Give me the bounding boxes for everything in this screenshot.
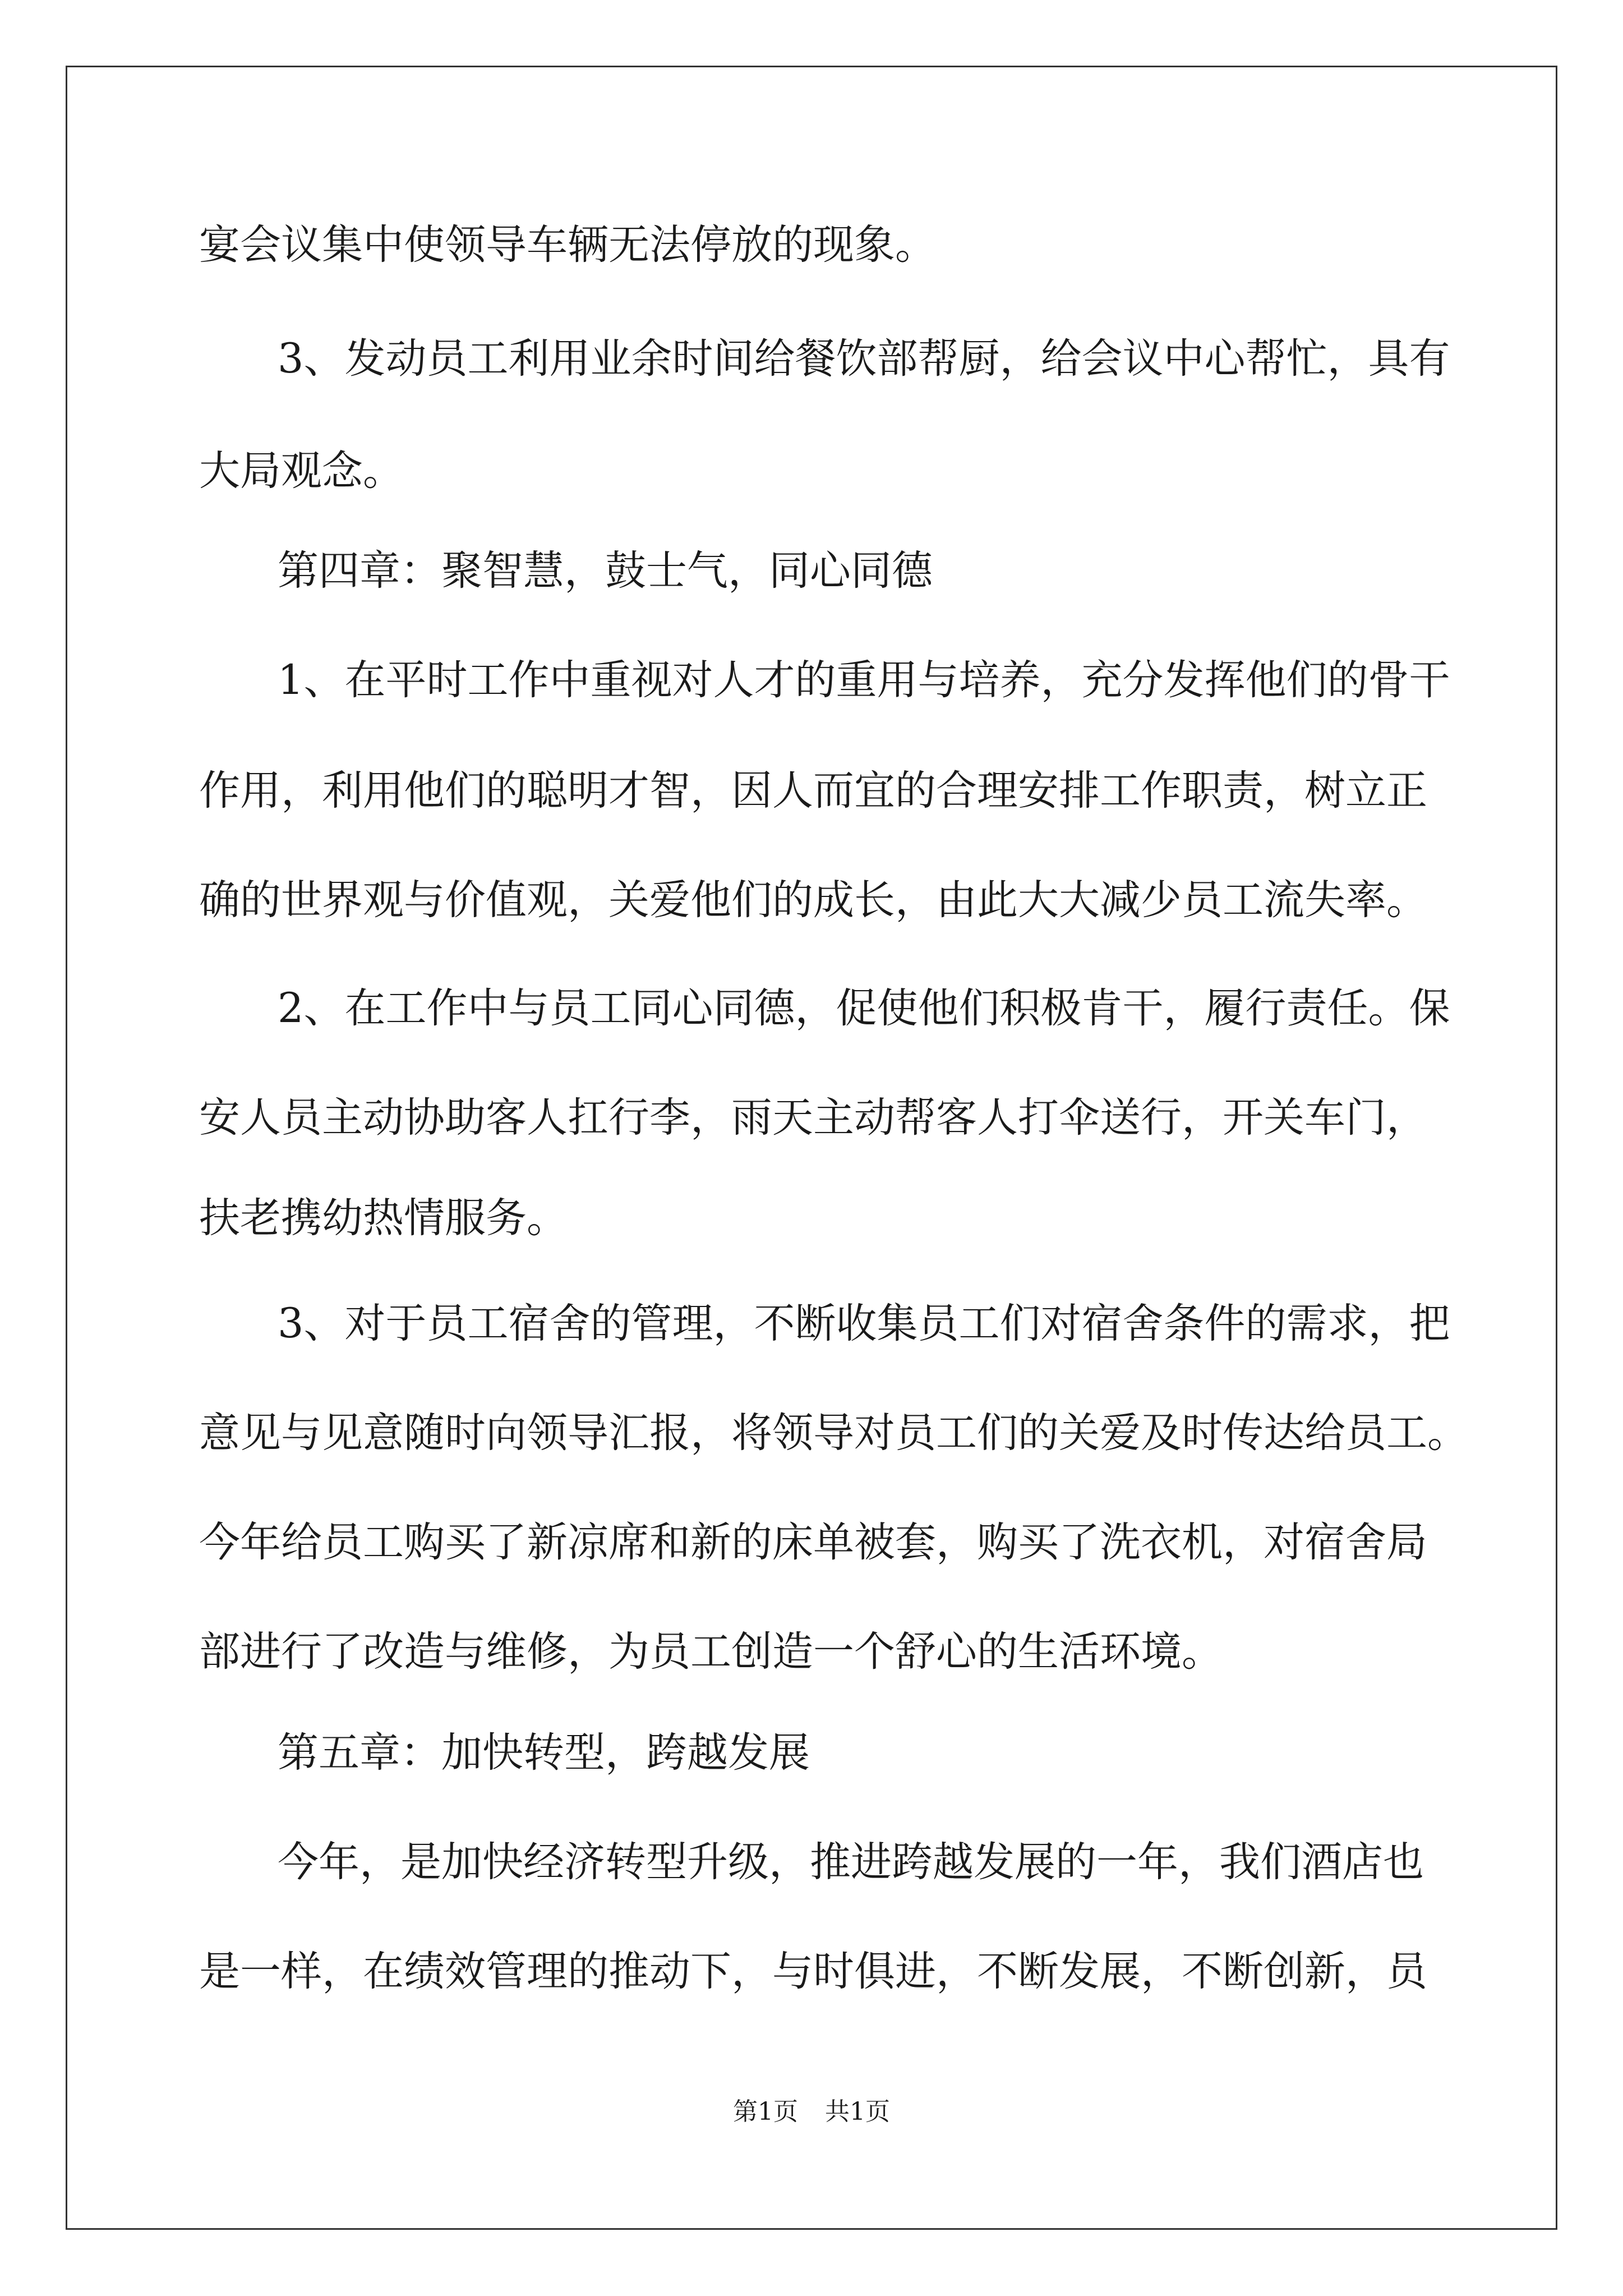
- body-line: 确的世界观与价值观，关爱他们的成长，由此大大减少员工流失率。: [199, 876, 1427, 924]
- body-line: 部进行了改造与维修，为员工创造一个舒心的生活环境。: [199, 1628, 1223, 1676]
- body-line: 宴会议集中使领导车辆无法停放的现象。: [199, 221, 936, 269]
- body-line: 扶老携幼热情服务。: [199, 1194, 568, 1242]
- chapter-heading: 第四章：聚智慧，鼓士气，同心同德: [278, 547, 933, 595]
- body-line: 1、在平时工作中重视对人才的重用与培养，充分发挥他们的骨干: [278, 656, 1450, 704]
- chapter-heading: 第五章：加快转型，跨越发展: [278, 1729, 810, 1777]
- body-line: 是一样，在绩效管理的推动下，与时俱进，不断发展，不断创新，员: [199, 1948, 1427, 1995]
- body-line: 3、发动员工利用业余时间给餐饮部帮厨，给会议中心帮忙，具有: [278, 335, 1450, 383]
- page-total: 共1页: [825, 2097, 890, 2126]
- body-line: 作用，利用他们的聪明才智，因人而宜的合理安排工作职责，树立正: [199, 767, 1427, 815]
- body-line: 今年给员工购买了新凉席和新的床单被套，购买了洗衣机，对宿舍局: [199, 1519, 1427, 1566]
- page-frame: [66, 66, 1557, 2230]
- page-number: 第1页: [733, 2097, 798, 2126]
- body-line: 2、在工作中与员工同心同德，促使他们积极肯干，履行责任。保: [278, 984, 1450, 1032]
- body-line: 意见与见意随时向领导汇报，将领导对员工们的关爱及时传达给员工。: [199, 1409, 1468, 1457]
- body-line: 3、对于员工宿舍的管理，不断收集员工们对宿舍条件的需求，把: [278, 1300, 1450, 1347]
- body-line: 今年，是加快经济转型升级，推进跨越发展的一年，我们酒店也: [278, 1838, 1424, 1886]
- body-line: 安人员主动协助客人扛行李，雨天主动帮客人打伞送行，开关车门，: [199, 1094, 1427, 1142]
- page-footer: [0, 2095, 1623, 2129]
- body-line: 大局观念。: [199, 447, 404, 495]
